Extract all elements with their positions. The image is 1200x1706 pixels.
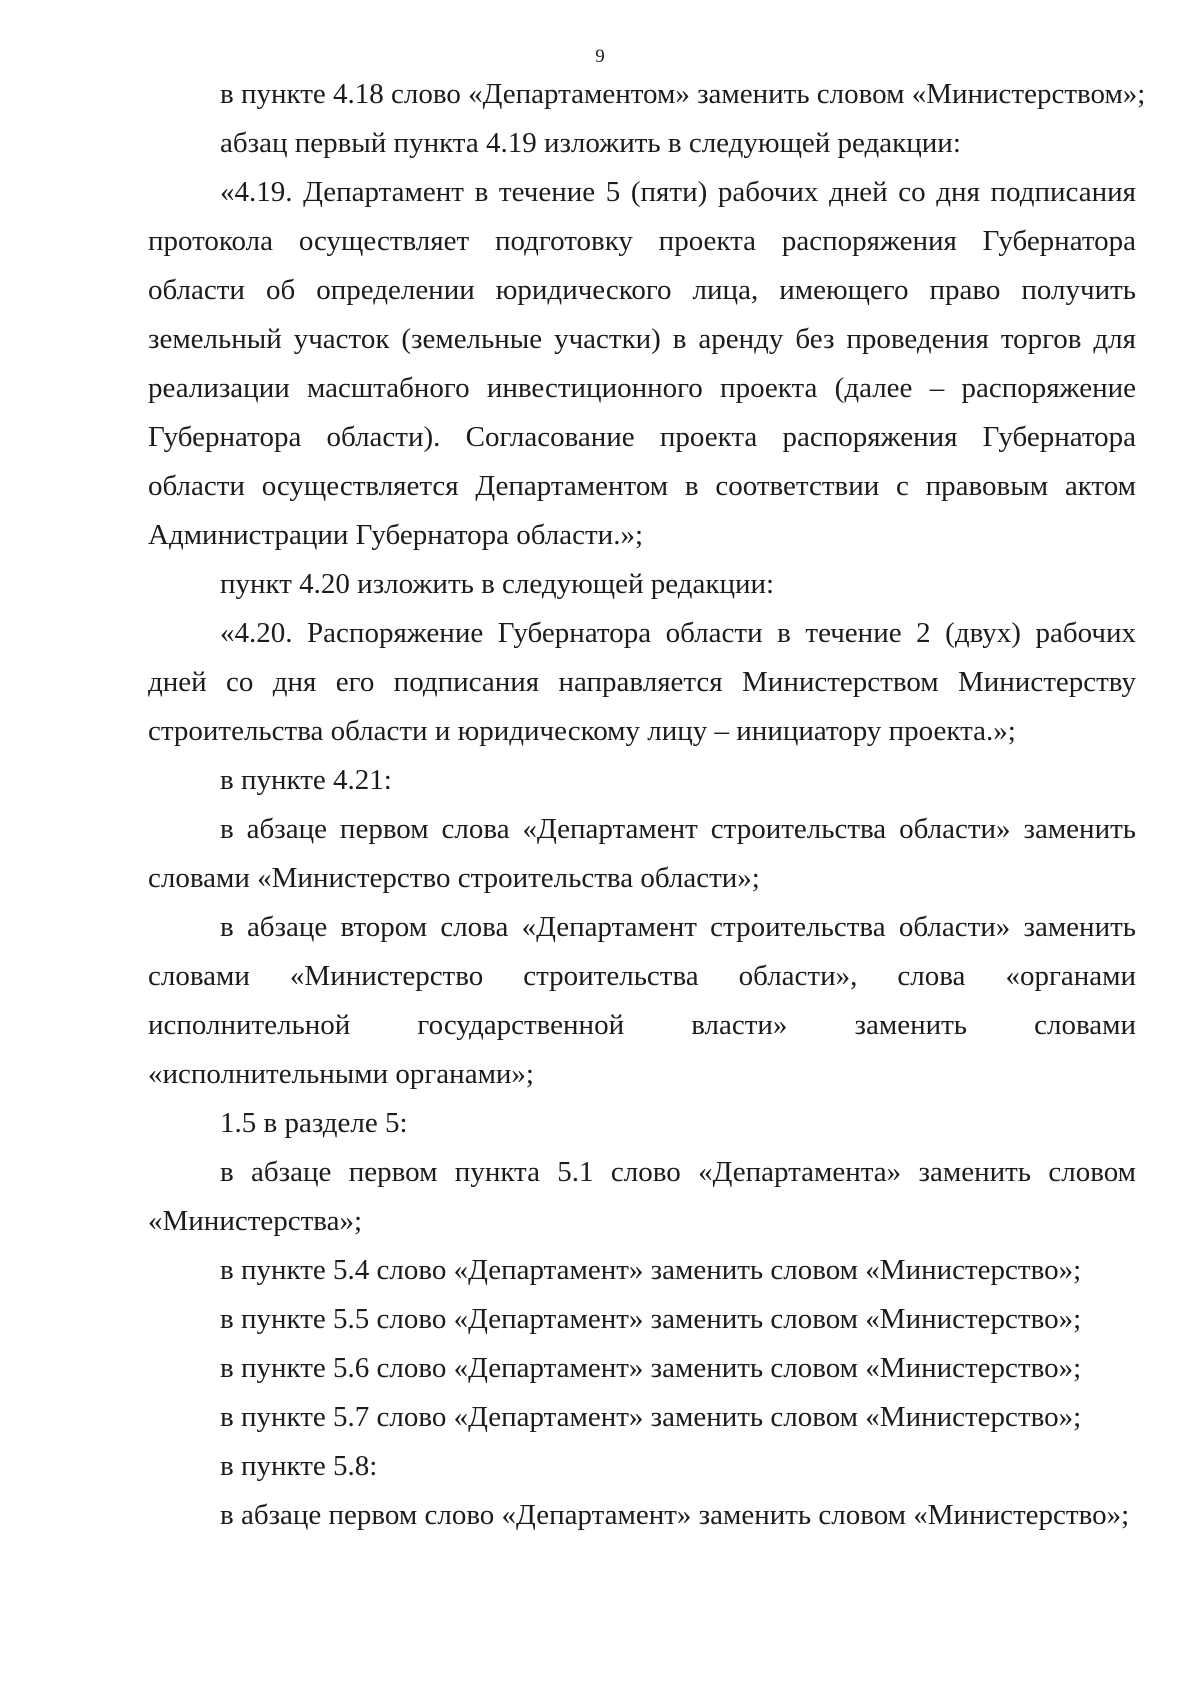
paragraph: в пункте 5.4 слово «Департамент» заменить словом «Министерство»; bbox=[220, 1254, 1082, 1286]
paragraph: 1.5 в разделе 5: bbox=[220, 1107, 408, 1139]
paragraph: в абзаце первом слово «Департамент» заменить словом «Министерство»; bbox=[220, 1499, 1130, 1531]
page-number: 9 bbox=[595, 46, 605, 67]
paragraph: «4.20. Распоряжение Губернатора области в течение 2 (двух) рабочих дней со дня его подписания направляется Министерством Министерству строительства области и юридическому лицу – инициатору проекта.»; bbox=[148, 617, 1136, 747]
paragraph: в пункте 5.6 слово «Департамент» заменить словом «Министерство»; bbox=[220, 1352, 1082, 1384]
document-body bbox=[148, 70, 1146, 1540]
paragraph: в пункте 5.8: bbox=[220, 1450, 378, 1482]
paragraph: абзац первый пункта 4.19 изложить в следующей редакции: bbox=[220, 127, 961, 159]
paragraph: в пункте 4.18 слово «Департаментом» заменить словом «Министерством»; bbox=[220, 78, 1146, 110]
paragraph: «4.19. Департамент в течение 5 (пяти) рабочих дней со дня подписания протокола осуществляет подготовку проекта распоряжения Губернатора области об определении юридического лица, имеющего право получить земельный участок (земельные участки) в аренду без проведения торгов для реализации масштабного инвестиционного проекта (далее – распоряжение Губернатора области). Согласование проекта распоряжения Губернатора области осуществляется Департаментом в соответствии с правовым актом Администрации Губернатора области.»; bbox=[148, 176, 1136, 551]
paragraph: в абзаце втором слова «Департамент строительства области» заменить словами «Министерство строительства области», слова «органами исполнительной государственной власти» заменить словами «исполнительными органами»; bbox=[148, 911, 1136, 1090]
paragraph: в абзаце первом слова «Департамент строительства области» заменить словами «Министерство строительства области»; bbox=[148, 813, 1136, 894]
paragraph: в пункте 5.5 слово «Департамент» заменить словом «Министерство»; bbox=[220, 1303, 1082, 1335]
paragraph: в пункте 4.21: bbox=[220, 764, 392, 796]
paragraph: в абзаце первом пункта 5.1 слово «Департамента» заменить словом «Министерства»; bbox=[148, 1156, 1136, 1237]
paragraph: пункт 4.20 изложить в следующей редакции: bbox=[220, 568, 775, 600]
paragraph: в пункте 5.7 слово «Департамент» заменить словом «Министерство»; bbox=[220, 1401, 1082, 1433]
